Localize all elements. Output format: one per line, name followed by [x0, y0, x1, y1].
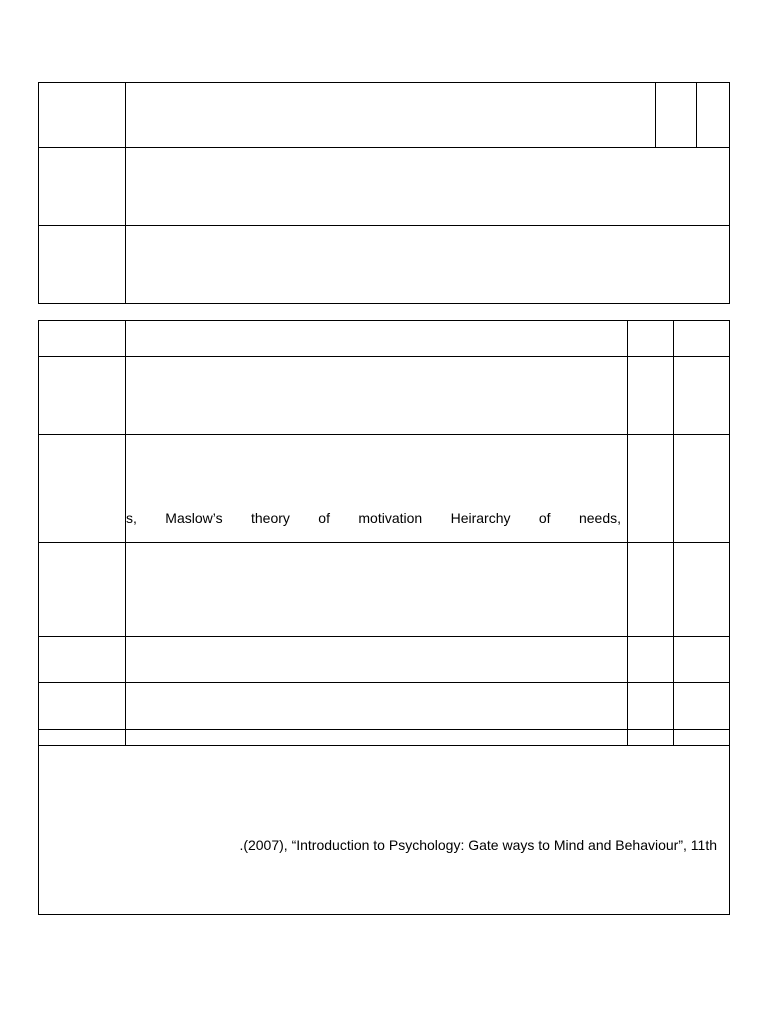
reference-citation-text: .(2007), “Introduction to Psychology: Gate ways to Mind and Behaviour”, 11th [239, 837, 717, 853]
course-info-label-column-divider [125, 82, 126, 304]
course-info-row-divider-2 [38, 225, 730, 226]
course-info-table [38, 82, 730, 304]
course-info-row-divider-1 [38, 147, 730, 148]
syllabus-row-divider-2 [38, 542, 730, 543]
syllabus-row-divider-4 [38, 682, 730, 683]
syllabus-total-row-divider [38, 745, 730, 746]
syllabus-row-divider-3 [38, 636, 730, 637]
course-info-credit-divider-2 [696, 82, 697, 148]
course-info-credit-divider-1 [655, 82, 656, 148]
syllabus-row-divider-5 [38, 729, 730, 730]
syllabus-row-divider-1 [38, 434, 730, 435]
syllabus-header-row-divider [38, 356, 730, 357]
unit-2-topics-text: s, Maslow’s theory of motivation Heirarchy of needs, [126, 510, 621, 526]
